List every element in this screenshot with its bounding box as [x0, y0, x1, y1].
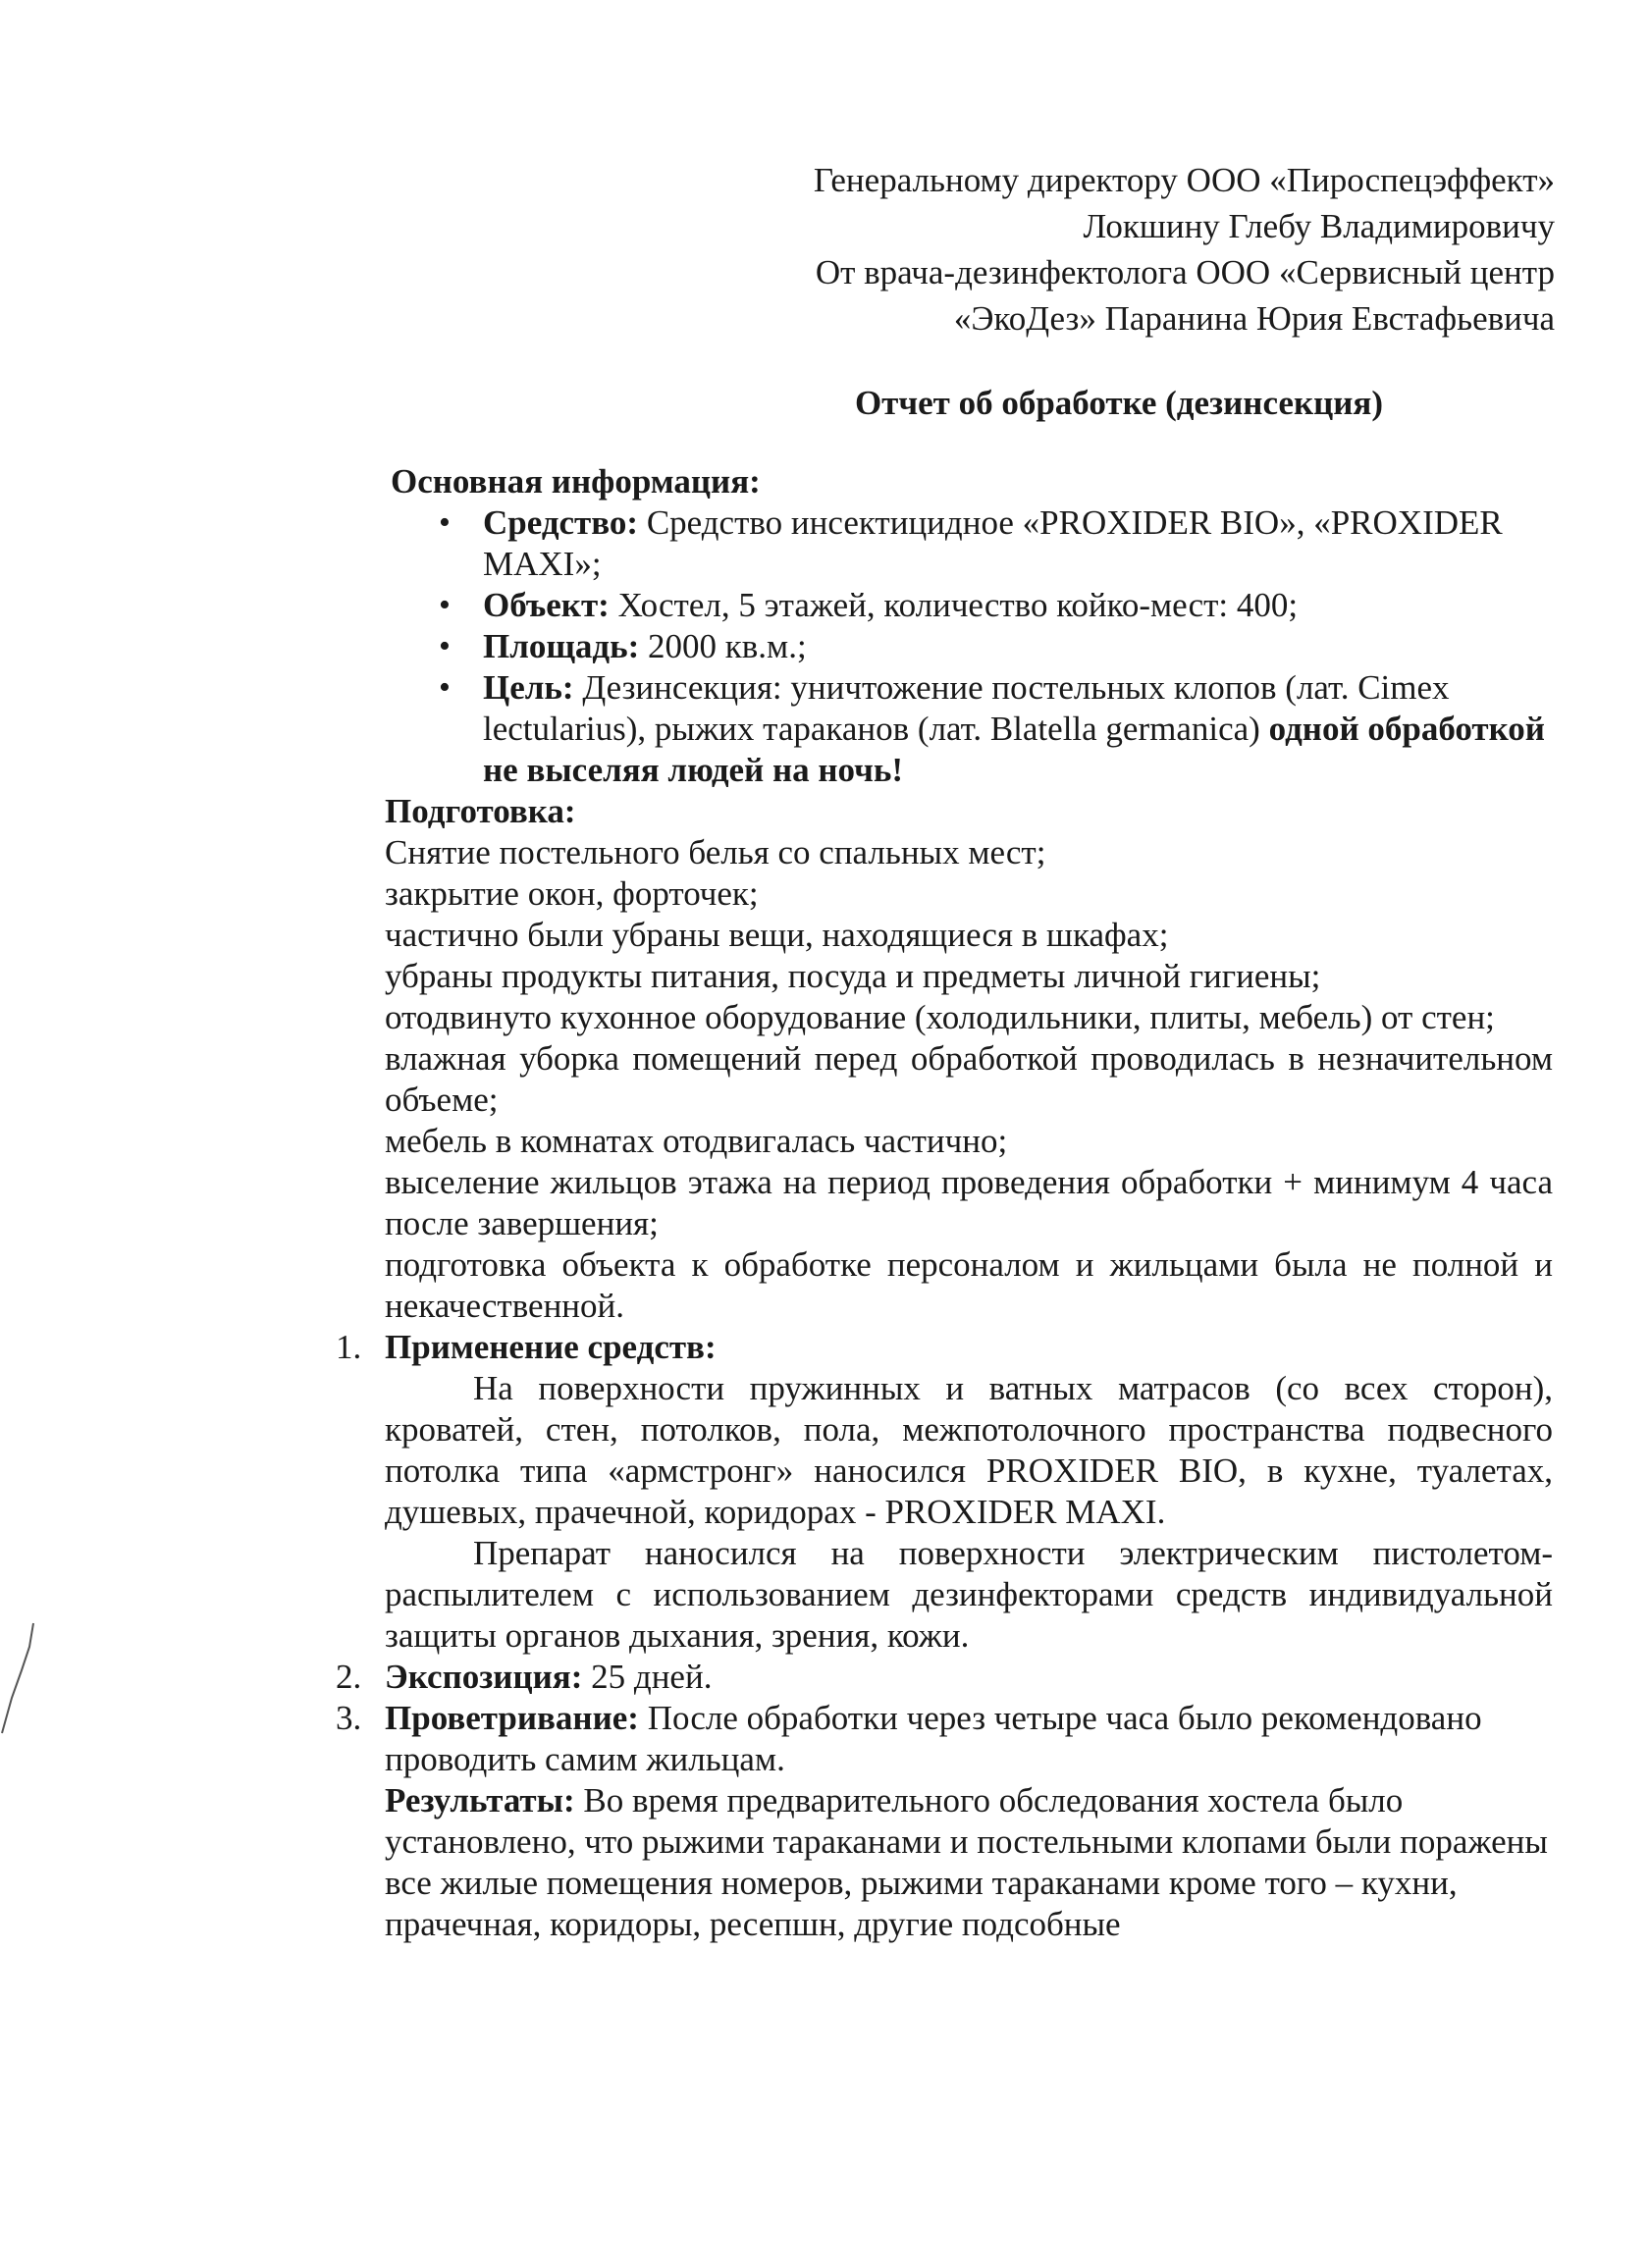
addressee-line: «ЭкоДез» Паранина Юрия Евстафьевича: [953, 299, 1555, 338]
item-label: Средство:: [483, 503, 639, 542]
preparation-heading: Подготовка:: [385, 792, 576, 830]
basic-info-list: [385, 502, 1553, 791]
basic-info-heading: Основная информация:: [391, 462, 761, 501]
preparation-line: выселение жильцов этажа на период проведения обработки + минимум 4 часа после завершения;: [385, 1163, 1553, 1242]
preparation-line: убраны продукты питания, посуда и предметы личной гигиены;: [385, 957, 1321, 995]
results-heading: Результаты:: [385, 1781, 575, 1820]
preparation-line: мебель в комнатах отодвигалась частично;: [385, 1122, 1008, 1160]
pen-mark-decoration: [0, 1619, 39, 1737]
application-heading: Применение средств:: [385, 1328, 717, 1366]
results-section: [385, 1780, 1553, 1945]
document-title: [0, 381, 1649, 426]
item-emphasis: одной обработкой не выселяя людей на ночь!: [483, 710, 1545, 789]
item-text: Средство инсектицидное «PROXIDER BIO», «PROXIDER MAXI»;: [483, 503, 1503, 583]
preparation-line: влажная уборка помещений перед обработкой проводилась в незначительном объеме;: [385, 1039, 1553, 1119]
addressee-line: От врача-дезинфектолога ООО «Сервисный центр: [815, 253, 1555, 291]
application-section: [336, 1327, 1553, 1657]
ventilation-section: [336, 1698, 1553, 1780]
document-body: [336, 461, 1553, 1945]
addressee-line: Локшину Глебу Владимировичу: [1083, 207, 1555, 245]
preparation-line: частично были убраны вещи, находящиеся в шкафах;: [385, 916, 1169, 954]
section-number: 2.: [336, 1658, 362, 1696]
results-text: Во время предварительного обследования хостела было установлено, что рыжими тараканами и постельными клопами были поражены все жилые помещения номеров, рыжими тараканами кроме того – кухни, прачечная, коридоры, ресепшн, другие подсобные: [385, 1781, 1548, 1943]
item-text: 2000 кв.м.;: [639, 627, 807, 665]
document-title-text: Отчет об обработке (дезинсекция): [854, 384, 1384, 422]
application-paragraph: Препарат наносился на поверхности электрическим пистолетом-распылителем с использованием дезинфекторами средств индивидуальной защиты органов дыхания, зрения, кожи.: [385, 1534, 1553, 1655]
addressee-block: [475, 157, 1555, 342]
section-number: 1.: [336, 1328, 362, 1366]
application-paragraph: На поверхности пружинных и ватных матрасов (со всех сторон), кроватей, стен, потолков, пола, межпотолочного пространства подвесного потолка типа «армстронг» наносился PROXIDER BIO, в кухне, туалетах, душевых, прачечной, коридорах - PROXIDER MAXI.: [385, 1369, 1553, 1531]
preparation-line: закрытие окон, форточек;: [385, 874, 759, 913]
ventilation-heading: Проветривание:: [385, 1699, 639, 1737]
item-label: Цель:: [483, 668, 574, 707]
list-item: [483, 667, 1553, 791]
list-item: [483, 502, 1553, 585]
addressee-line: Генеральному директору ООО «Пироспецэффект»: [813, 161, 1555, 199]
item-label: Площадь:: [483, 627, 640, 665]
preparation-list: [385, 832, 1553, 1327]
exposure-section: [336, 1657, 1553, 1698]
item-text: Дезинсекция: уничтожение постельных клопов (лат. Cimex lectularius), рыжих тараканов (лат. Blatella germanica): [483, 668, 1450, 748]
ventilation-text: После обработки через четыре часа было рекомендовано проводить самим жильцам.: [385, 1699, 1482, 1778]
item-text: Хостел, 5 этажей, количество койко-мест: 400;: [609, 586, 1299, 624]
exposure-text: 25 дней.: [582, 1658, 713, 1696]
list-item: [483, 585, 1553, 626]
preparation-line: подготовка объекта к обработке персоналом и жильцами была не полной и некачественной.: [385, 1245, 1553, 1325]
preparation-line: отодвинуто кухонное оборудование (холодильники, плиты, мебель) от стен;: [385, 998, 1495, 1036]
item-label: Объект:: [483, 586, 610, 624]
exposure-heading: Экспозиция:: [385, 1658, 583, 1696]
section-number: 3.: [336, 1699, 362, 1737]
list-item: [483, 626, 1553, 667]
preparation-line: Снятие постельного белья со спальных мест;: [385, 833, 1046, 871]
